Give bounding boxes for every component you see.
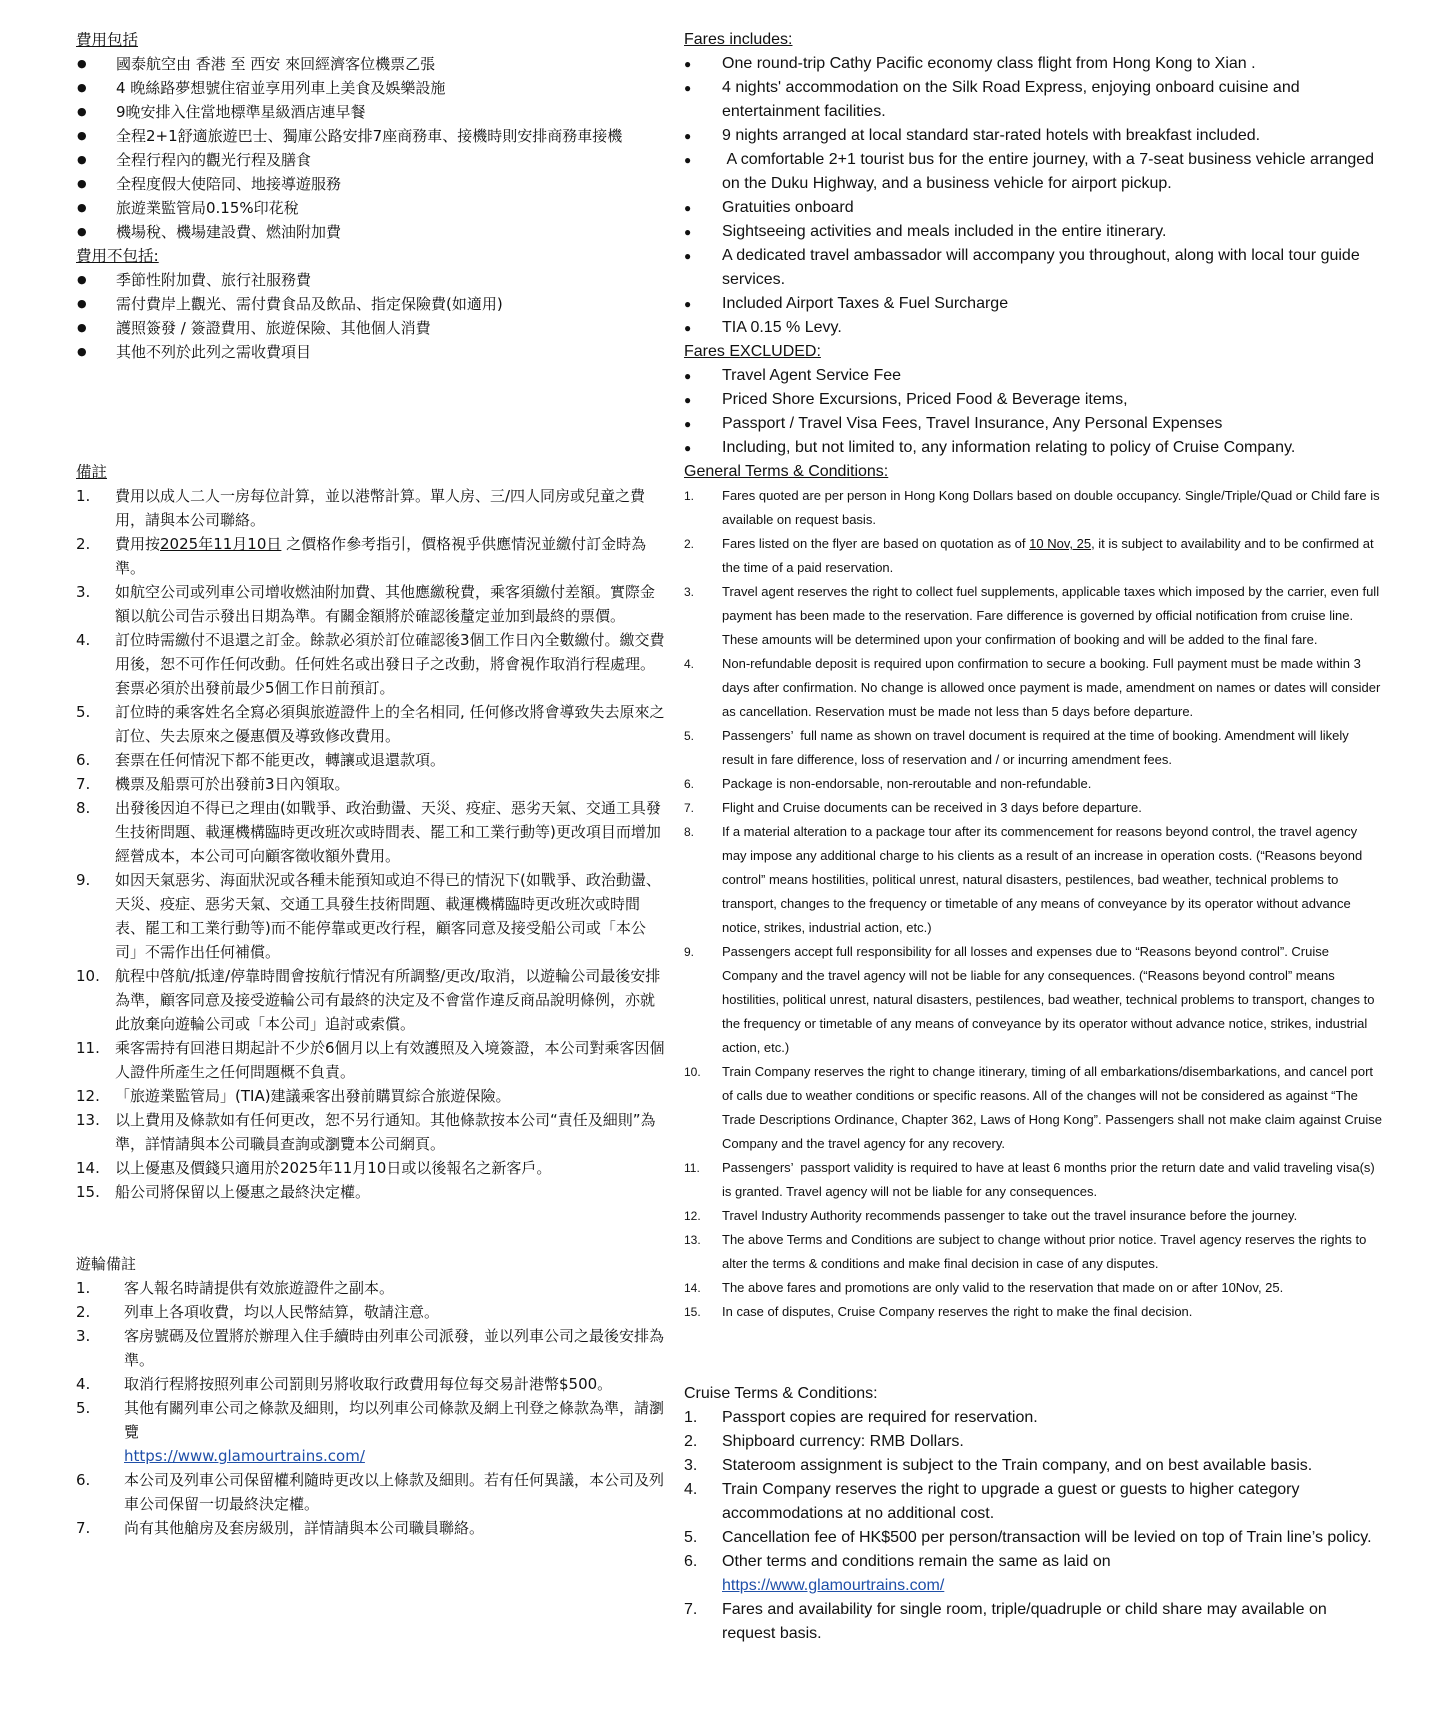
list-item: ● Travel Agent Service Fee <box>684 364 1384 388</box>
bullet-icon: ● <box>684 417 692 431</box>
list-item: 7. Flight and Cruise documents can be received in 3 days before departure. <box>684 800 1142 815</box>
bullet-icon: ● <box>684 393 692 407</box>
bullet-icon: ● <box>77 297 87 310</box>
english-terms-column <box>684 28 1384 1646</box>
list-item: ● 需付費岸上觀光、需付費食品及飲品、指定保險費(如適用) <box>76 292 666 316</box>
bullet-icon: ● <box>684 81 692 95</box>
list-item: ● Including, but not limited to, any information relating to policy of Cruise Company. <box>684 436 1384 460</box>
bullet-icon: ● <box>684 129 692 143</box>
list-item: ● Priced Shore Excursions, Priced Food & Beverage items, <box>684 388 1384 412</box>
list-item: 5. 訂位時的乘客姓名全寫必須與旅遊證件上的全名相同, 任何修改將會導致失去原來之訂位、失去原來之優惠價及導致修改費用。 <box>76 703 665 745</box>
list-item: ● 國泰航空由 香港 至 西安 來回經濟客位機票乙張 <box>76 52 666 76</box>
list-item: 2. 費用按2025年11月10日 之價格作參考指引，價格視乎供應情況並繳付訂金時為準。 <box>76 535 647 577</box>
list-item: ● One round-trip Cathy Pacific economy class flight from Hong Kong to Xian . <box>684 52 1384 76</box>
list-item: 15. 船公司將保留以上優惠之最終決定權。 <box>76 1183 371 1201</box>
list-item: 6. 套票在任何情況下都不能更改，轉讓或退還款項。 <box>76 751 446 769</box>
excludes-list <box>76 268 666 364</box>
list-item: ● Sightseeing activities and meals included in the entire itinerary. <box>684 220 1384 244</box>
bullet-icon: ● <box>684 201 692 215</box>
list-item: ● 機場稅、機場建設費、燃油附加費 <box>76 220 666 244</box>
quotation-date: 10 Nov, 25 <box>1029 536 1092 551</box>
list-item: ● A dedicated travel ambassador will accompany you throughout, along with local tour guide services. <box>684 244 1384 292</box>
list-item: 14. 以上優惠及價錢只適用於2025年11月10日或以後報名之新客戶。 <box>76 1159 552 1177</box>
remarks-title: 備註 <box>76 463 108 481</box>
spacer <box>76 364 666 460</box>
list-item: 1. Fares quoted are per person in Hong Kong Dollars based on double occupancy. Single/Triple/Quad or Child fare is available on request basis. <box>684 488 1380 527</box>
bullet-icon: ● <box>77 129 87 142</box>
list-item: ● Passport / Travel Visa Fees, Travel Insurance, Any Personal Expenses <box>684 412 1384 436</box>
list-item: 12. 「旅遊業監管局」(TIA)建議乘客出發前購買綜合旅遊保險。 <box>76 1087 511 1105</box>
list-item: ● 9 nights arranged at local standard star-rated hotels with breakfast included. <box>684 124 1384 148</box>
list-item: 3. 如航空公司或列車公司增收燃油附加費、其他應繳稅費，乘客須繳付差額。實際金額以航公司告示發出日期為準。有關金額將於確認後釐定並加到最終的票價。 <box>76 583 656 625</box>
list-item: 2. 列車上各項收費，均以人民幣結算，敬請注意。 <box>76 1303 440 1321</box>
list-item: 4. 訂位時需繳付不退還之訂金。餘款必須於訂位確認後3個工作日內全數繳付。繳交費用後，恕不可作任何改動。任何姓名或出發日子之改動，將會視作取消行程處理。套票必須於出發前最少5個工作日前預訂。 <box>76 631 665 697</box>
list-item: 12. Travel Industry Authority recommends passenger to take out the travel insurance before the journey. <box>684 1208 1298 1223</box>
list-item: 15. In case of disputes, Cruise Company reserves the right to make the final decision. <box>684 1304 1193 1319</box>
list-item: 13. The above Terms and Conditions are subject to change without prior notice. Travel agency reserves the rights to alter the terms & conditions and make final decision in case of any disputes. <box>684 1232 1367 1271</box>
list-item: ● 4 nights' accommodation on the Silk Road Express, enjoying onboard cuisine and entertainment facilities. <box>684 76 1384 124</box>
general-terms-list <box>684 484 1384 1324</box>
list-item: 3. Travel agent reserves the right to collect fuel supplements, applicable taxes which imposed by the carrier, even full payment has been made to the reservation. Fare difference is governed by official notification from cruise line. These amounts will be determined upon your confirmation of booking and will be added to the final fare. <box>684 584 1380 647</box>
list-item: 2. Fares listed on the flyer are based on quotation as of 10 Nov, 25, it is subject to availability and to be confirmed at the time of a paid reservation. <box>684 536 1374 575</box>
bullet-icon: ● <box>77 345 87 358</box>
list-item: 3. 客房號碼及位置將於辦理入住手續時由列車公司派發，並以列車公司之最後安排為準。 <box>76 1327 665 1369</box>
cruise-terms-title: Cruise Terms & Conditions: <box>684 1385 878 1402</box>
includes-title: 費用包括 <box>76 31 139 49</box>
list-item: ● 旅遊業監管局0.15%印花稅 <box>76 196 666 220</box>
bullet-icon: ● <box>684 57 692 71</box>
list-item: ● 全程度假大使陪同、地接導遊服務 <box>76 172 666 196</box>
cruise-remarks-title: 遊輪備註 <box>76 1255 137 1273</box>
cruise-terms-list <box>684 1406 1384 1646</box>
list-item: 7. Fares and availability for single room, triple/quadruple or child share may available on request basis. <box>684 1601 1327 1642</box>
fares-excluded-title: Fares EXCLUDED: <box>684 343 821 360</box>
list-item: ● 護照簽發 / 簽證費用、旅遊保險、其他個人消費 <box>76 316 666 340</box>
list-item: ● 全程2+1舒適旅遊巴士、獨庫公路安排7座商務車、接機時則安排商務車接機 <box>76 124 666 148</box>
fares-includes-list <box>684 52 1384 340</box>
fares-excluded-list <box>684 364 1384 460</box>
list-item: 6. Other terms and conditions remain the same as laid on https://www.glamourtrains.com/ <box>684 1553 1111 1594</box>
list-item: 1. 費用以成人二人一房每位計算，並以港幣計算。單人房、三/四人同房或兒童之費用，請與本公司聯絡。 <box>76 487 646 529</box>
bullet-icon: ● <box>684 369 692 383</box>
list-item: 1. Passport copies are required for reservation. <box>684 1409 1038 1426</box>
list-item: 9. 如因天氣惡劣、海面狀況或各種未能預知或迫不得已的情況下(如戰爭、政治動盪、天災、疫症、惡劣天氣、交通工具發生技術問題、載運機構臨時更改班次或時間表、罷工和工業行動等)而不能停靠或更改行程，顧客同意及接受船公司或「本公司」不需作出任何補償。 <box>76 871 661 961</box>
bullet-icon: ● <box>684 441 692 455</box>
list-item: ● 全程行程內的觀光行程及膳食 <box>76 148 666 172</box>
cruise-remarks-list <box>76 1276 666 1540</box>
list-item: 4. Train Company reserves the right to upgrade a guest or guests to higher category accommodations at no additional cost. <box>684 1481 1300 1522</box>
list-item: 10. Train Company reserves the right to change itinerary, timing of all embarkations/disembarkations, and cancel port of calls due to weather conditions or specific reasons. All of the changes will not be considered as against “The Trade Descriptions Ordinance, Chapter 362, Laws of Hong Kong”. Passengers shall not make claim against Cruise Company and the travel agency for any recovery. <box>684 1064 1382 1151</box>
list-item: ● Included Airport Taxes & Fuel Surcharge <box>684 292 1384 316</box>
list-item: ● A comfortable 2+1 tourist bus for the entire journey, with a 7-seat business vehicle arranged on the Duku Highway, and a business vehicle for airport pickup. <box>684 148 1384 196</box>
spacer <box>76 1204 666 1252</box>
includes-list <box>76 52 666 244</box>
spacer <box>684 1324 1384 1382</box>
list-item: ● 其他不列於此列之需收費項目 <box>76 340 666 364</box>
list-item: 8. 出發後因迫不得已之理由(如戰爭、政治動盪、天災、疫症、惡劣天氣、交通工具發生技術問題、載運機構臨時更改班次或時間表、罷工和工業行動等)更改項目而增加經營成本，本公司可向顧客徵收額外費用。 <box>76 799 661 865</box>
bullet-icon: ● <box>684 321 692 335</box>
list-item: 11. 乘客需持有回港日期起計不少於6個月以上有效護照及入境簽證，本公司對乘客因個人證件所產生之任何問題概不負責。 <box>76 1039 665 1081</box>
list-item: 14. The above fares and promotions are only valid to the reservation that made on or after 10Nov, 25. <box>684 1280 1284 1295</box>
bullet-icon: ● <box>684 297 692 311</box>
list-item: 9. Passengers accept full responsibility for all losses and expenses due to “Reasons beyond control”. Cruise Company and the travel agency will not be liable for any consequences. (“Reasons beyond control” means hostilities, political unrest, natural disasters, pestilences, bad weather, technical problems to transport, changes to the frequency or timetable of any means of conveyance by its operator without advance notice, strikes, industrial action, etc.) <box>684 944 1375 1055</box>
list-item: 2. Shipboard currency: RMB Dollars. <box>684 1433 964 1450</box>
list-item: 5. 其他有關列車公司之條款及細則，均以列車公司條款及網上刊登之條款為準，請瀏覽 https://www.glamourtrains.com/ <box>76 1399 665 1465</box>
remarks-list <box>76 484 666 1204</box>
list-item: 4. 取消行程將按照列車公司罰則另將收取行政費用每位每交易計港幣$500。 <box>76 1375 613 1393</box>
list-item: 10. 航程中啓航/抵達/停靠時間會按航行情況有所調整/更改/取消，以遊輪公司最後安排為準，顧客同意及接受遊輪公司有最終的決定及不會當作違反商品說明條例，亦就此放棄向遊輪公司或「本公司」追討或索償。 <box>76 967 661 1033</box>
list-item: 11. Passengers’ passport validity is required to have at least 6 months prior the return date and valid traveling visa(s) is granted. Travel agency will not be liable for any consequences. <box>684 1160 1379 1199</box>
list-item: 6. 本公司及列車公司保留權利隨時更改以上條款及細則。若有任何異議，本公司及列車公司保留一切最終決定權。 <box>76 1471 665 1513</box>
list-item: 4. Non-refundable deposit is required upon confirmation to secure a booking. Full payment must be made within 3 days after confirmation. No change is allowed once payment is made, amendment on names or dates will consider as cancellation. Reservation must be made not less than 5 days before departure. <box>684 656 1381 719</box>
list-item: 1. 客人報名時請提供有效旅遊證件之副本。 <box>76 1279 395 1297</box>
bullet-icon: ● <box>77 273 87 286</box>
bullet-icon: ● <box>684 249 692 263</box>
list-item: ● 季節性附加費、旅行社服務費 <box>76 268 666 292</box>
list-item: 3. Stateroom assignment is subject to the Train company, and on best available basis. <box>684 1457 1313 1474</box>
bullet-icon: ● <box>684 153 692 167</box>
bullet-icon: ● <box>77 177 87 190</box>
list-item: 5. Cancellation fee of HK$500 per person/transaction will be levied on top of Train line’s policy. <box>684 1529 1372 1546</box>
bullet-icon: ● <box>77 201 87 214</box>
chinese-terms-column <box>76 28 666 1540</box>
list-item: ● 4 晚絲路夢想號住宿並享用列車上美食及娛樂設施 <box>76 76 666 100</box>
bullet-icon: ● <box>77 153 87 166</box>
bullet-icon: ● <box>77 225 87 238</box>
glamourtrains-link[interactable]: https://www.glamourtrains.com/ <box>124 1447 365 1465</box>
list-item: 7. 機票及船票可於出發前3日內領取。 <box>76 775 350 793</box>
list-item: 8. If a material alteration to a package tour after its commencement for reasons beyond control, the travel agency may impose any additional charge to his clients as a result of an increase in operation costs. (“Reasons beyond control” means hostilities, political unrest, natural disasters, pestilences, bad weather, technical problems to transport, changes to the frequency or timetable of any means of conveyance by its operator without advance notice, strikes, industrial action, etc.) <box>684 824 1363 935</box>
list-item: 6. Package is non-endorsable, non-reroutable and non-refundable. <box>684 776 1092 791</box>
bullet-icon: ● <box>77 57 87 70</box>
list-item: ● Gratuities onboard <box>684 196 1384 220</box>
price-date: 2025年11月10日 <box>160 535 282 553</box>
bullet-icon: ● <box>77 321 87 334</box>
list-item: ● TIA 0.15 % Levy. <box>684 316 1384 340</box>
bullet-icon: ● <box>77 81 87 94</box>
excludes-title: 費用不包括: <box>76 247 159 265</box>
fares-includes-title: Fares includes: <box>684 31 793 48</box>
bullet-icon: ● <box>77 105 87 118</box>
list-item: 13. 以上費用及條款如有任何更改，恕不另行通知。其他條款按本公司“責任及細則”為準，詳情請與本公司職員查詢或瀏覽本公司網頁。 <box>76 1111 656 1153</box>
list-item: 7. 尚有其他艙房及套房級別，詳情請與本公司職員聯絡。 <box>76 1519 485 1537</box>
general-terms-title: General Terms & Conditions: <box>684 463 889 480</box>
list-item: 5. Passengers’ full name as shown on travel document is required at the time of booking. Amendment will likely result in fare difference, loss of reservation and / or incurring amendment fees. <box>684 728 1353 767</box>
list-item: ● 9晚安排入住當地標準星級酒店連早餐 <box>76 100 666 124</box>
glamourtrains-link[interactable]: https://www.glamourtrains.com/ <box>722 1577 945 1594</box>
bullet-icon: ● <box>684 225 692 239</box>
